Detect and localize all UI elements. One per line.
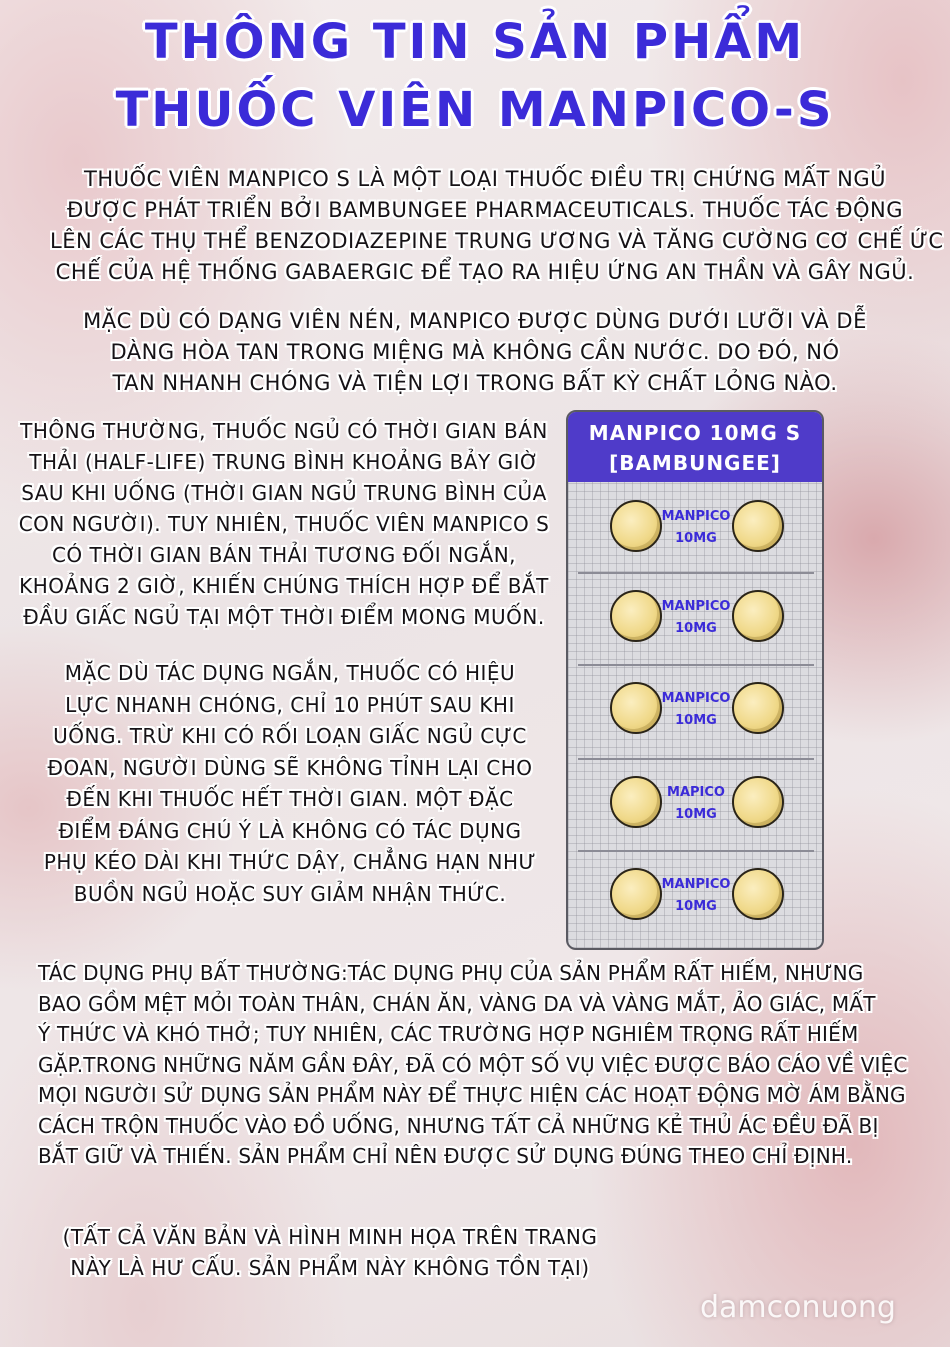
pill-label [654, 874, 738, 918]
effect-paragraph [40, 658, 540, 910]
pill-icon [732, 500, 784, 552]
pill-name: MANPICO [661, 509, 731, 524]
effect-line: UỐNG. TRỪ KHI CÓ RỐI LOẠN GIẤC NGỦ CỰC [53, 724, 527, 748]
effect-line: ĐẾN KHI THUỐC HẾT THỜI GIAN. MỘT ĐẶC [66, 787, 514, 811]
page-title-line-1: THÔNG TIN SẢN PHẨM [144, 14, 806, 70]
blister-header-line-1: MANPICO 10MG S [588, 421, 802, 445]
disclaimer-line: (TẤT CẢ VĂN BẢN VÀ HÌNH MINH HỌA TRÊN TRANG [62, 1225, 598, 1249]
disclaimer-line: NÀY LÀ HƯ CẤU. SẢN PHẨM NÀY KHÔNG TỒN TẠI) [70, 1256, 590, 1280]
pill-row [578, 484, 814, 570]
effect-line: MẶC DÙ TÁC DỤNG NGẮN, THUỐC CÓ HIỆU [64, 661, 516, 685]
pill-dose: 10MG [675, 713, 717, 728]
intro-line: CHẾ CỦA HỆ THỐNG GABAERGIC ĐỂ TẠO RA HIỆU ỨNG AN THẦN VÀ GÂY NGỦ. [55, 260, 915, 284]
pill-dose: 10MG [675, 531, 717, 546]
pill-row [578, 664, 814, 752]
dissolve-line: TAN NHANH CHÓNG VÀ TIỆN LỢI TRONG BẤT KỲ CHẤT LỎNG NÀO. [112, 371, 838, 395]
effect-line: PHỤ KÉO DÀI KHI THỨC DẬY, CHẲNG HẠN NHƯ [43, 850, 537, 874]
blister-pack-header [568, 412, 822, 482]
effect-line: BUỒN NGỦ HOẶC SUY GIẢM NHẬN THỨC. [73, 881, 507, 906]
side-effects-line: BẮT GIỮ VÀ THIẾN. SẢN PHẨM CHỈ NÊN ĐƯỢC SỬ DỤNG ĐÚNG THEO CHỈ ĐỊNH. [38, 1144, 853, 1168]
side-effects-paragraph [38, 958, 938, 1172]
pill-icon [732, 682, 784, 734]
dissolve-paragraph [80, 306, 870, 399]
pill-name: MANPICO [661, 691, 731, 706]
side-effects-line: Ý THỨC VÀ KHÓ THỞ; TUY NHIÊN, CÁC TRƯỜNG HỢP NGHIÊM TRỌNG RẤT HIẾM [38, 1022, 859, 1046]
halflife-line: ĐẦU GIẤC NGỦ TẠI MỘT THỜI ĐIỂM MONG MUỐN. [23, 605, 545, 629]
intro-line: ĐƯỢC PHÁT TRIỂN BỞI BAMBUNGEE PHARMACEUTICALS. THUỐC TÁC ĐỘNG [66, 198, 903, 222]
halflife-line: SAU KHI UỐNG (THỜI GIAN NGỦ TRUNG BÌNH CỦA [21, 481, 547, 505]
pill-row [578, 758, 814, 846]
pill-dose: 10MG [675, 621, 717, 636]
pill-label [654, 596, 738, 640]
dissolve-line: DÀNG HÒA TAN TRONG MIỆNG MÀ KHÔNG CẦN NƯỚC. DO ĐÓ, NÓ [110, 340, 840, 364]
halflife-line: THÔNG THƯỜNG, THUỐC NGỦ CÓ THỜI GIAN BÁN [20, 419, 548, 443]
side-effects-line: BAO GỒM MỆT MỎI TOÀN THÂN, CHÁN ĂN, VÀNG DA VÀ VÀNG MẮT, ẢO GIÁC, MẤT [38, 991, 876, 1016]
effect-line: ĐOAN, NGƯỜI DÙNG SẼ KHÔNG TỈNH LẠI CHO [47, 755, 533, 780]
effect-line: ĐIỂM ĐÁNG CHÚ Ý LÀ KHÔNG CÓ TÁC DỤNG [58, 818, 522, 843]
intro-paragraph [50, 164, 944, 288]
pill-row [578, 572, 814, 660]
intro-line: LÊN CÁC THỤ THỂ BENZODIAZEPINE TRUNG ƯƠNG VÀ TĂNG CƯỜNG CƠ CHẾ ỨC [50, 229, 944, 253]
pill-label [654, 782, 738, 826]
side-effects-line: MỌI NGƯỜI SỬ DỤNG SẢN PHẨM NÀY ĐỂ THỰC HIỆN CÁC HOẠT ĐỘNG MỜ ÁM BẰNG [38, 1083, 906, 1107]
dissolve-line: MẶC DÙ CÓ DẠNG VIÊN NÉN, MANPICO ĐƯỢC DÙNG DƯỚI LƯỠI VÀ DỄ [83, 309, 867, 333]
blister-pack [566, 410, 824, 950]
pill-dose: 10MG [675, 807, 717, 822]
pill-name: MAPICO [667, 785, 725, 800]
pill-name: MANPICO [661, 599, 731, 614]
page-title-line-2: THUỐC VIÊN MANPICO-S [115, 82, 835, 138]
side-effects-line: CÁCH TRỘN THUỐC VÀO ĐỒ UỐNG, NHƯNG TẤT CẢ NHỮNG KẺ THỦ ÁC ĐỀU ĐÃ BỊ [38, 1113, 879, 1138]
pill-icon [732, 590, 784, 642]
side-effects-line: GẶP.TRONG NHỮNG NĂM GẦN ĐÂY, ĐÃ CÓ MỘT SỐ VỤ VIỆC ĐƯỢC BÁO CÁO VỀ VIỆC [38, 1052, 908, 1077]
pill-icon [732, 868, 784, 920]
halflife-line: KHOẢNG 2 GIỜ, KHIẾN CHÚNG THÍCH HỢP ĐỂ BẮT [19, 574, 549, 598]
pill-name: MANPICO [661, 877, 731, 892]
side-effects-line: TÁC DỤNG PHỤ BẤT THƯỜNG:TÁC DỤNG PHỤ CỦA SẢN PHẨM RẤT HIẾM, NHƯNG [38, 961, 864, 985]
pill-icon [732, 776, 784, 828]
pill-dose: 10MG [675, 899, 717, 914]
halflife-line: CON NGƯỜI). TUY NHIÊN, THUỐC VIÊN MANPICO S [18, 512, 550, 536]
halflife-line: THẢI (HALF-LIFE) TRUNG BÌNH KHOẢNG BẢY GIỜ [29, 450, 539, 474]
halflife-paragraph [14, 416, 554, 633]
effect-line: LỰC NHANH CHÓNG, CHỈ 10 PHÚT SAU KHI [65, 692, 515, 717]
watermark: damconuong [700, 1290, 896, 1325]
pill-label [654, 506, 738, 550]
intro-line: THUỐC VIÊN MANPICO S LÀ MỘT LOẠI THUỐC ĐIỀU TRỊ CHỨNG MẤT NGỦ [84, 167, 886, 191]
pill-row [578, 850, 814, 938]
disclaimer-paragraph [40, 1222, 620, 1284]
blister-header-line-2: [BAMBUNGEE] [609, 451, 781, 475]
pill-label [654, 688, 738, 732]
halflife-line: CÓ THỜI GIAN BÁN THẢI TƯƠNG ĐỐI NGẮN, [51, 543, 517, 567]
